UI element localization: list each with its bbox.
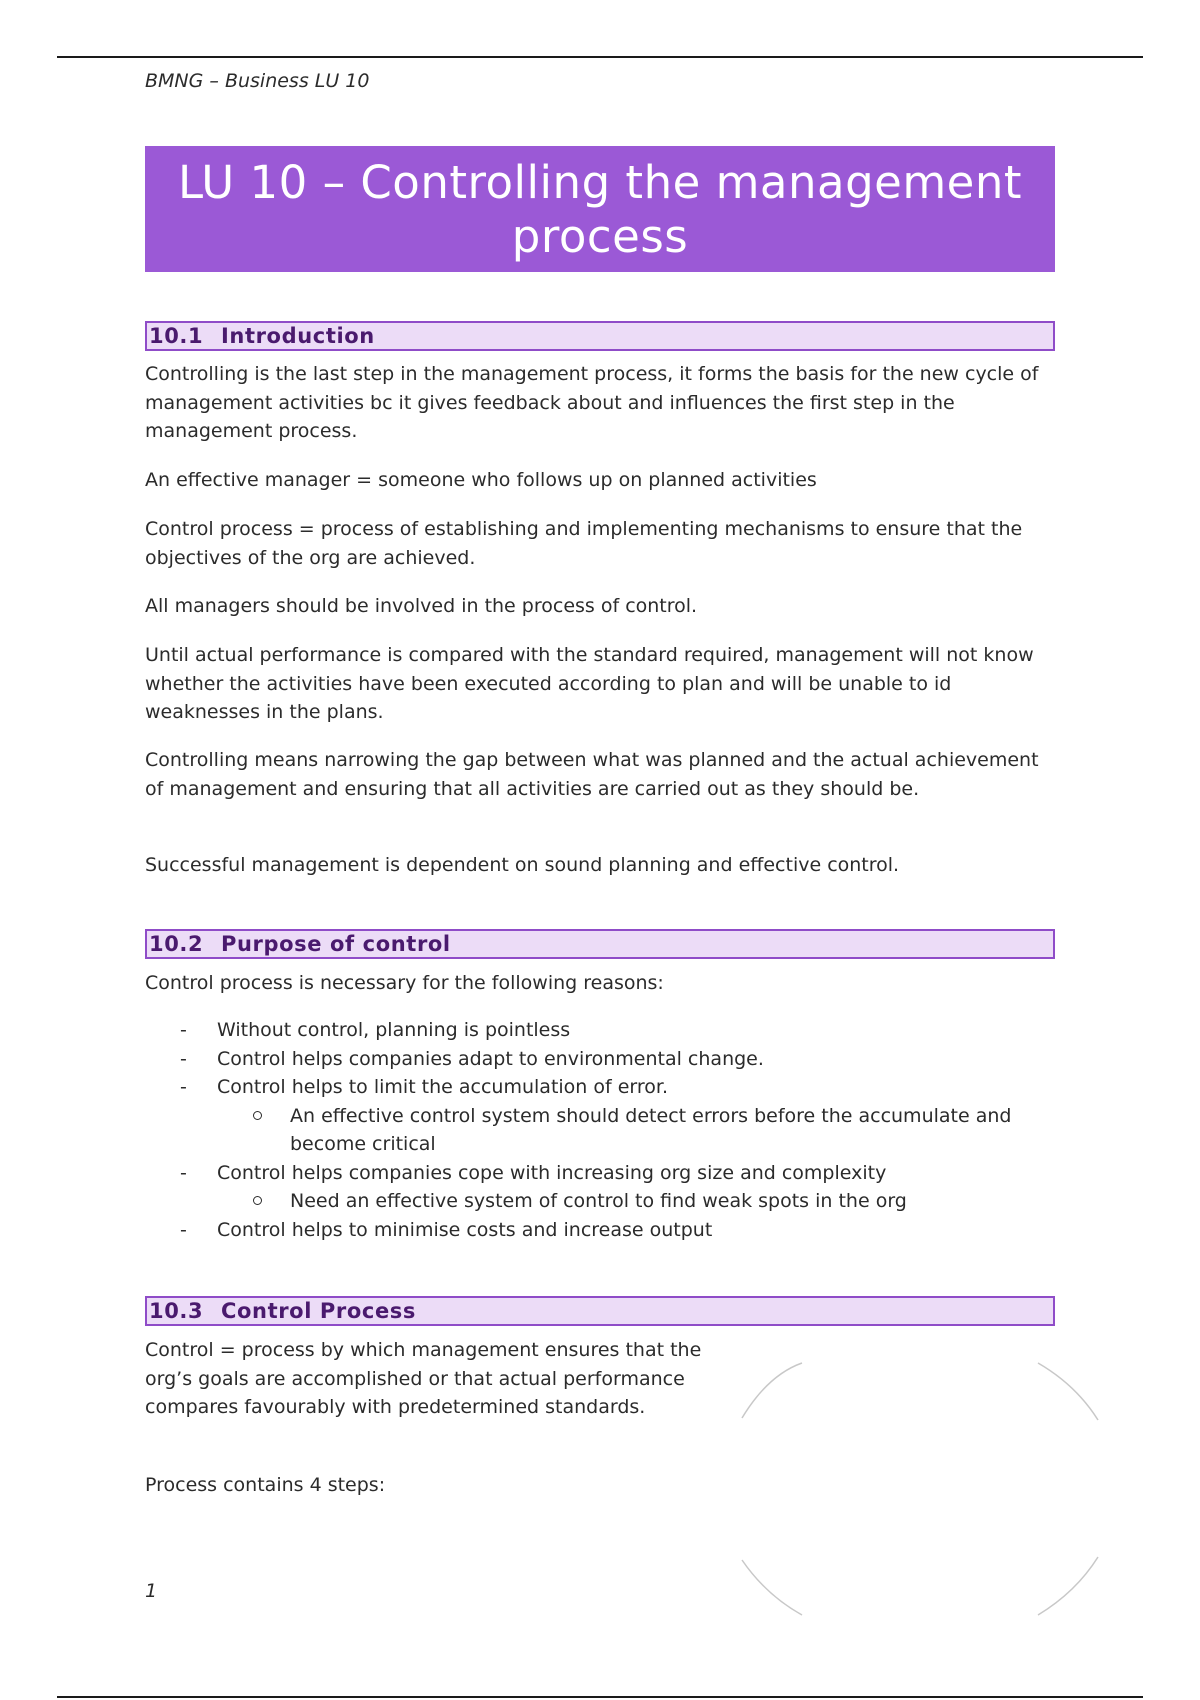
paragraph: Controlling means narrowing the gap between what was planned and the actual achievement of management and ensuring that all activities are carried out as they should be. xyxy=(145,749,1039,800)
page-number: 1 xyxy=(145,1580,158,1602)
paragraph: Until actual performance is compared with the standard required, management will not know whether the activities have been executed according to plan and will be unable to id weaknesses in the plans. xyxy=(145,644,1034,723)
title-line-1: LU 10 – Controlling the management xyxy=(177,156,1023,209)
list-subitem: An effective control system should detect errors before the accumulate and become critical xyxy=(145,1102,1055,1159)
paragraph: Controlling is the last step in the management process, it forms the basis for the new cycle of management activities bc it gives feedback about and influences the first step in the management process. xyxy=(145,363,1039,442)
paragraph: Process contains 4 steps: xyxy=(145,1474,386,1496)
arc-bottom-left xyxy=(742,1560,802,1615)
bottom-rule xyxy=(57,1696,1143,1698)
arc-top-right xyxy=(1038,1363,1098,1420)
section-heading-control-process xyxy=(145,1296,1055,1326)
paragraph: An effective manager = someone who follows up on planned activities xyxy=(145,469,817,491)
dash-bullet-icon: - xyxy=(180,1019,187,1041)
section-title: Control Process xyxy=(221,1299,416,1323)
paragraph: All managers should be involved in the process of control. xyxy=(145,595,698,617)
arc-top-left xyxy=(742,1363,802,1418)
arc-bottom-right xyxy=(1038,1557,1098,1615)
paragraph: Control = process by which management ensures that the org’s goals are accomplished or that actual performance compares favourably with predetermined standards. xyxy=(145,1339,702,1418)
list-item: - Without control, planning is pointless xyxy=(145,1016,1055,1045)
reasons-list xyxy=(145,1016,1055,1244)
circle-bullet-icon xyxy=(253,1196,262,1205)
circle-diagram-outline xyxy=(740,1360,1100,1620)
paragraph: Control process is necessary for the following reasons: xyxy=(145,972,664,994)
list-item: - Control helps to limit the accumulation of error. xyxy=(145,1073,1055,1102)
document-title xyxy=(145,146,1055,272)
running-header: BMNG – Business LU 10 xyxy=(145,70,370,92)
paragraph: Control process = process of establishing and implementing mechanisms to ensure that the objectives of the org are achieved. xyxy=(145,518,1023,569)
top-rule xyxy=(57,56,1143,58)
circle-bullet-icon xyxy=(253,1111,262,1120)
section-title: Purpose of control xyxy=(221,932,451,956)
list-item: - Control helps companies adapt to environmental change. xyxy=(145,1045,1055,1074)
title-line-2: process xyxy=(511,210,689,263)
list-item: - Control helps to minimise costs and increase output xyxy=(145,1216,1055,1245)
dash-bullet-icon: - xyxy=(180,1047,187,1070)
section-number: 10.3 xyxy=(149,1299,204,1323)
list-subitem: Need an effective system of control to find weak spots in the org xyxy=(145,1187,1055,1216)
dash-bullet-icon: - xyxy=(180,1161,187,1184)
section-title: Introduction xyxy=(221,324,375,348)
dash-bullet-icon: - xyxy=(180,1076,187,1098)
section-number: 10.2 xyxy=(149,932,204,956)
dash-bullet-icon: - xyxy=(180,1218,187,1241)
section-heading-purpose-of-control xyxy=(145,929,1055,959)
list-item: - Control helps companies cope with increasing org size and complexity xyxy=(145,1159,1055,1188)
paragraph: Successful management is dependent on sound planning and effective control. xyxy=(145,854,900,876)
section-number: 10.1 xyxy=(149,324,204,348)
section-heading-introduction xyxy=(145,321,1055,351)
